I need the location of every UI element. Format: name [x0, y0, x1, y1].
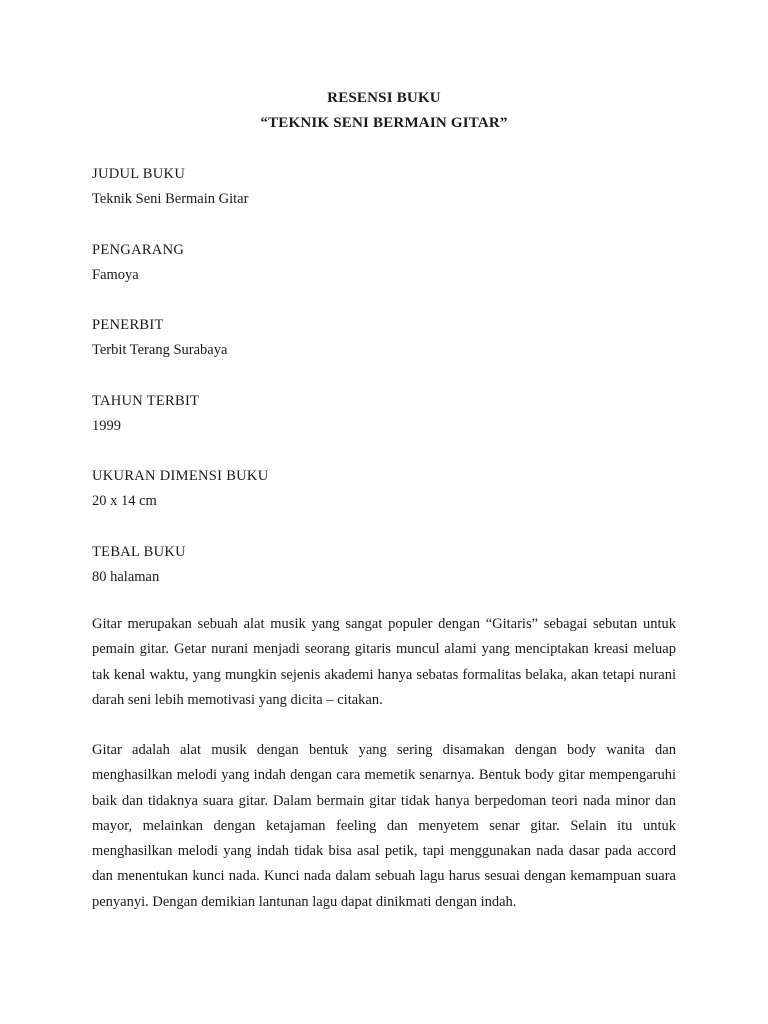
- field-tebal-buku: [92, 540, 676, 616]
- field-label: PENERBIT: [92, 317, 164, 333]
- field-value: 80 halaman: [92, 568, 160, 585]
- field-judul-buku: [92, 162, 676, 238]
- paragraph-body: Gitar adalah alat musik dengan bentuk yang sering disamakan dengan body wanita dan menghasilkan melodi yang indah dengan cara memetik senarnya. Bentuk body gitar mempengaruhi baik dan tidaknya suara gitar. Dalam bermain gitar tidak hanya berpedoman teori nada minor dan mayor, melainkan dengan ketajaman feeling dan menyetem senar gitar. Selain itu untuk menghasilkan melodi yang indah tidak bisa asal petik, tapi menggunakan nada dasar pada accord dan menentukan kunci nada. Kunci nada dalam sebuah lagu harus sesuai dengan kemampuan suara penyanyi. Dengan demikian lantunan lagu dapat dinikmati dengan indah.: [92, 742, 676, 910]
- book-title-heading: “TEKNIK SENI BERMAIN GITAR”: [260, 115, 508, 131]
- field-label: UKURAN DIMENSI BUKU: [92, 468, 269, 484]
- paragraph-intro: Gitar merupakan sebuah alat musik yang sangat populer dengan “Gitaris” sebagai sebutan untuk pemain gitar. Getar nurani menjadi seorang gitaris muncul alami yang menciptakan kreasi meluap tak kenal waktu, yang mungkin sejenis akademi hanya sebatas formalitas belaka, akan tetapi nurani darah seni lebih memotivasi yang dicita – citakan.: [92, 616, 676, 708]
- field-value: 1999: [92, 417, 121, 434]
- field-ukuran-dimensi: [92, 464, 676, 540]
- field-penerbit: [92, 313, 676, 389]
- field-tahun-terbit: [92, 389, 676, 465]
- field-value: 20 x 14 cm: [92, 493, 157, 509]
- field-label: TEBAL BUKU: [92, 543, 186, 560]
- field-label: TAHUN TERBIT: [92, 392, 200, 409]
- document-title: RESENSI BUKU: [327, 90, 441, 106]
- field-pengarang: [92, 238, 676, 314]
- field-label: PENGARANG: [92, 241, 185, 258]
- document-title-block: [0, 86, 768, 136]
- book-details: [92, 162, 676, 615]
- field-value: Teknik Seni Bermain Gitar: [92, 191, 249, 207]
- field-value: Terbit Terang Surabaya: [92, 342, 228, 358]
- field-value: Famoya: [92, 266, 139, 283]
- field-label: JUDUL BUKU: [92, 166, 186, 182]
